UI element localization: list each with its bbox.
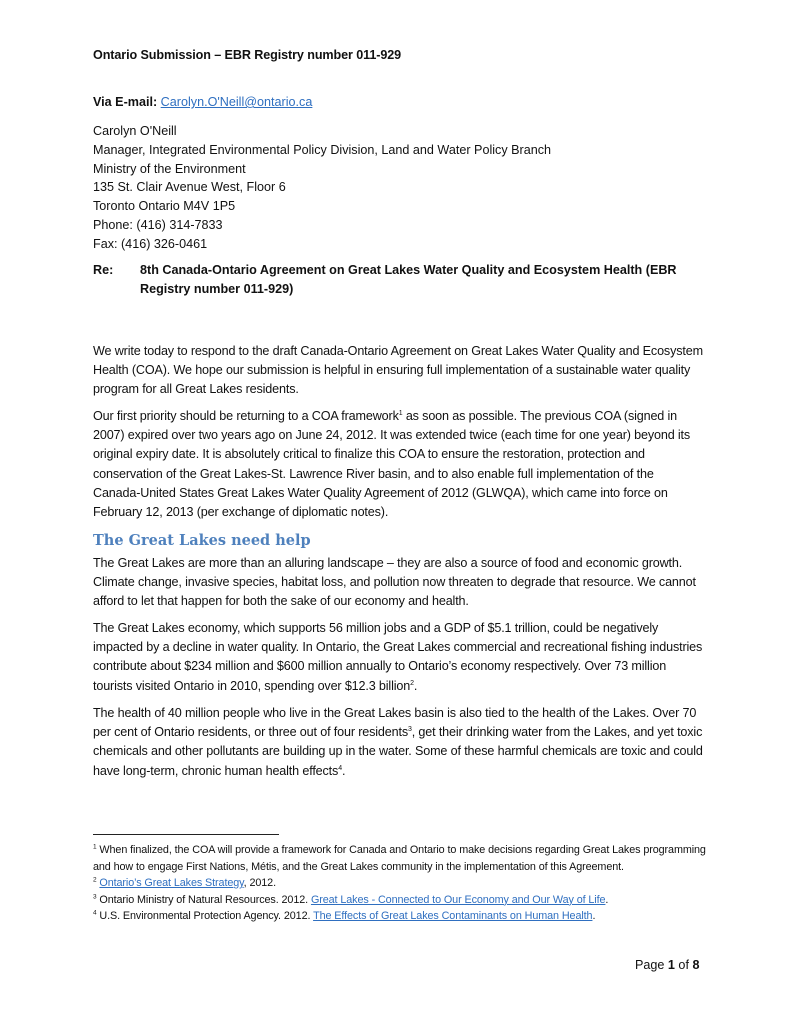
footnote-number: 3 bbox=[93, 893, 97, 901]
footnote-3 bbox=[93, 892, 708, 909]
footnote-number: 1 bbox=[93, 843, 97, 851]
footnotes bbox=[93, 842, 708, 925]
footnote-text: . bbox=[592, 910, 596, 923]
footnote-separator bbox=[93, 834, 279, 835]
health-paragraph bbox=[93, 704, 703, 781]
recipient-phone: Phone: (416) 314-7833 bbox=[93, 217, 223, 232]
footnote-4 bbox=[93, 908, 708, 925]
text-span: Our first priority should be returning to a COA framework bbox=[93, 409, 399, 423]
recipient-title: Manager, Integrated Environmental Policy Division, Land and Water Policy Branch bbox=[93, 142, 552, 157]
page-of: of bbox=[674, 958, 693, 972]
footnote-link[interactable]: The Effects of Great Lakes Contaminants on Human Health bbox=[313, 910, 593, 923]
via-email bbox=[93, 95, 312, 109]
text-span: The health of 40 million people who live in the Great Lakes basin is also tied to the health of the Lakes. Over 70 per cent of Ontario residents, or three out of four residents bbox=[93, 706, 697, 740]
footnote-ref-2[interactable]: 2 bbox=[410, 679, 414, 687]
recipient-ministry: Ministry of the Environment bbox=[93, 161, 246, 176]
priority-paragraph bbox=[93, 407, 703, 522]
via-email-label: Via E-mail: bbox=[93, 95, 158, 109]
footnote-text: U.S. Environmental Protection Agency. 2012. bbox=[96, 910, 314, 923]
intro-paragraph: We write today to respond to the draft Canada-Ontario Agreement on Great Lakes Water Quality and Ecosystem Health (COA). We hope our submission is helpful in ensuring full implementation of a sustainable water quality program for all Great Lakes residents. bbox=[93, 344, 703, 397]
section-heading: The Great Lakes need help bbox=[93, 532, 311, 549]
footnote-ref-4[interactable]: 4 bbox=[338, 764, 342, 772]
email-link[interactable]: Carolyn.O'Neill@ontario.ca bbox=[160, 95, 313, 109]
recipient-address bbox=[93, 122, 551, 254]
footnote-2 bbox=[93, 875, 708, 892]
page-total: 8 bbox=[692, 958, 700, 972]
footnote-text: , 2012. bbox=[243, 877, 276, 890]
recipient-name: Carolyn O'Neill bbox=[93, 124, 177, 138]
text-span: as soon as possible. The previous COA (signed in 2007) expired over two years ago on June 24, 2012. It was extended twice (each time for one year) beyond its original expiry date. It is absolutely critical to finalize this COA to ensure the restoration, protection and conservation of the Great Lakes-St. Lawrence River basin, and to also enable full implementation of the Canada-United States Great Lakes Water Quality Agreement of 2012 (GLWQA), which came into force on February 12, 2013 (per exchange of diplomatic notes). bbox=[93, 409, 691, 520]
page-label: Page bbox=[635, 958, 668, 972]
subject-label: Re: bbox=[93, 263, 114, 277]
recipient-city: Toronto Ontario M4V 1P5 bbox=[93, 199, 236, 214]
footnote-text: . bbox=[605, 893, 609, 906]
page-current: 1 bbox=[667, 958, 675, 972]
text-span: , get their drinking water from the Lakes, and yet toxic chemicals and other pollutants are building up in the water. Some of these harmful chemicals are toxic and could have long-term, chronic human health effects bbox=[93, 725, 703, 778]
footnote-link[interactable]: Great Lakes - Connected to Our Economy and Our Way of Life bbox=[310, 893, 606, 906]
text-span: . bbox=[341, 763, 346, 778]
footnote-text: When finalized, the COA will provide a framework for Canada and Ontario to make decisions regarding Great Lakes programming and how to engage First Nations, Métis, and the Great Lakes community in the implementation of this Agreement. bbox=[93, 844, 706, 873]
footnote-text: Ontario Ministry of Natural Resources. 2012. bbox=[96, 893, 311, 906]
footnote-number: 4 bbox=[93, 909, 97, 917]
footnote-ref-1[interactable]: 1 bbox=[398, 409, 403, 417]
page-number bbox=[635, 958, 699, 972]
page-header: Ontario Submission – EBR Registry number 011-929 bbox=[93, 48, 402, 62]
recipient-fax: Fax: (416) 326-0461 bbox=[93, 236, 208, 251]
recipient-street: 135 St. Clair Avenue West, Floor 6 bbox=[93, 180, 286, 195]
footnote-ref-3[interactable]: 3 bbox=[407, 726, 412, 734]
subject-text: 8th Canada-Ontario Agreement on Great Lakes Water Quality and Ecosystem Health (EBR Registry number 011-929) bbox=[140, 263, 677, 296]
text-span: The Great Lakes economy, which supports 56 million jobs and a GDP of $5.1 trillion, could be negatively impacted by a decline in water quality. In Ontario, the Great Lakes commercial and recreational fishing industries contribute about $234 million and $600 million annually to Ontario’s economy respectively. Over 73 million tourists visited Ontario in 2010, spending over $12.3 billion bbox=[93, 621, 703, 693]
footnote-link[interactable]: Ontario’s Great Lakes Strategy bbox=[99, 877, 244, 890]
footnote-number: 2 bbox=[93, 876, 97, 884]
footnote-1 bbox=[93, 842, 708, 875]
economy-paragraph bbox=[93, 619, 703, 696]
text-span: . bbox=[413, 678, 418, 693]
landscape-paragraph: The Great Lakes are more than an alluring landscape – they are also a source of food and economic growth. Climate change, invasive species, habitat loss, and pollution now threaten to degrade that resource. We cannot afford to let that happen for both the sake of our economy and health. bbox=[93, 556, 696, 609]
subject-line bbox=[93, 261, 713, 299]
